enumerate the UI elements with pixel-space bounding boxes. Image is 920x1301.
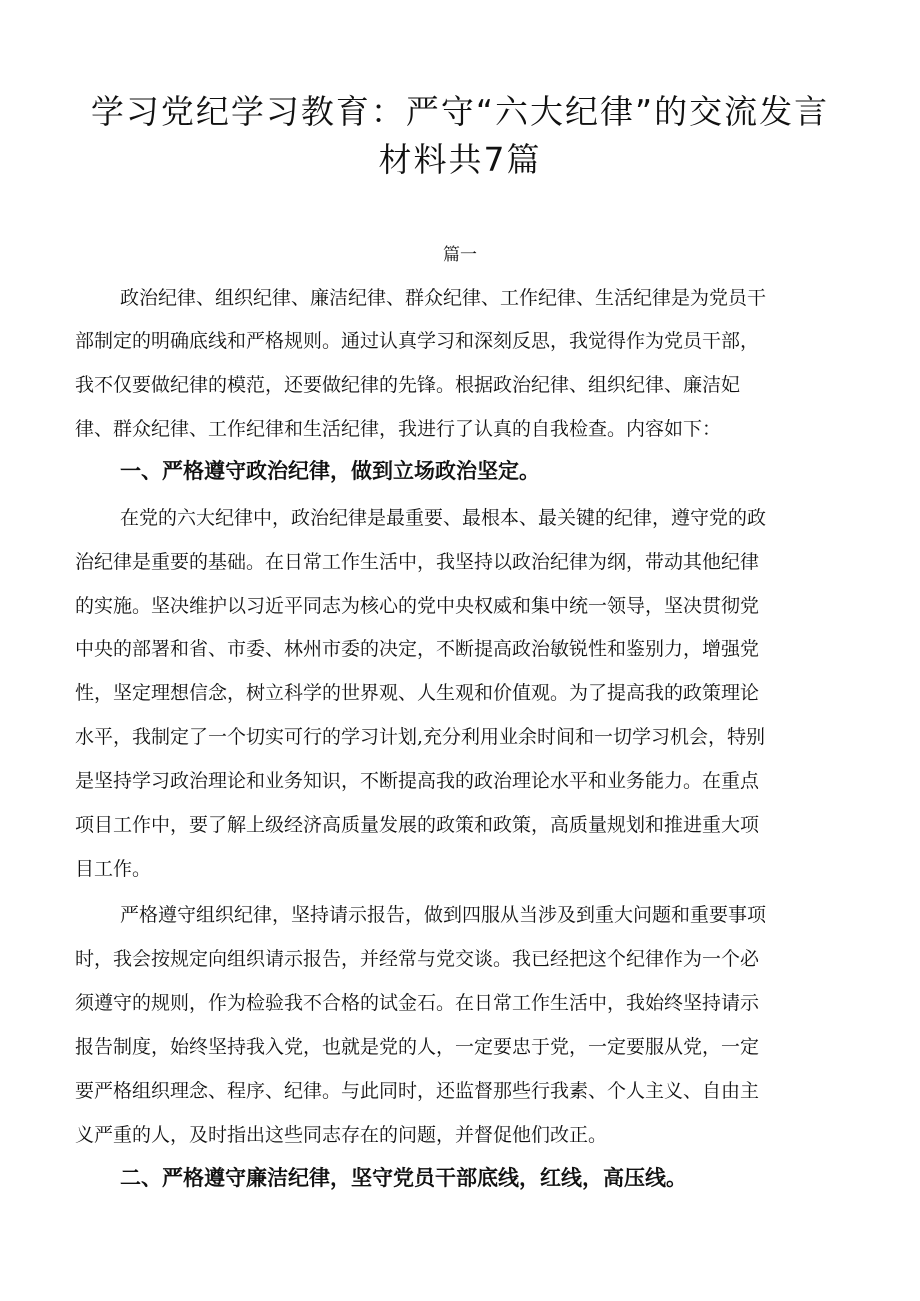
paragraph-line: 的实施。坚决维护以习近平同志为核心的党中央权威和集中统一领导，坚决贯彻党 [75,595,760,617]
section-heading-2: 二、严格遵守廉洁纪律，坚守党员干部底线，红线，高压线。 [120,1166,687,1190]
paragraph-line: 目工作。 [75,858,152,880]
paragraph-line: 时，我会按规定向组织请示报告，并经常与党交谈。我已经把这个纪律作为一个必 [75,948,760,970]
paragraph-line: 中央的部署和省、市委、林州市委的决定，不断提高政治敏锐性和鉴别力，增强党 [75,638,760,660]
paragraph-line: 性，坚定理想信念，树立科学的世界观、人生观和价值观。为了提高我的政策理论 [75,682,760,704]
paragraph-line: 要严格组织理念、程序、纪律。与此同时，还监督那些行我素、个人主义、自由主 [75,1080,760,1102]
intro-line: 律、群众纪律、工作纪律和生活纪律，我进行了认真的自我检查。内容如下： [75,418,722,440]
section-label: 篇一 [443,245,477,265]
paragraph-line: 义严重的人，及时指出这些同志存在的问题，并督促他们改正。 [75,1124,608,1146]
paragraph-line: 项目工作中，要了解上级经济高质量发展的政策和政策，高质量规划和推进重大项 [75,814,760,836]
document-title-line-2: 材料共7篇 [378,140,542,179]
paragraph-line: 须遵守的规则，作为检验我不合格的试金石。在日常工作生活中，我始终坚持请示 [75,992,760,1014]
document-title-line-1: 学习党纪学习教育：严守“六大纪律”的交流发言 [90,92,830,131]
paragraph-line: 严格遵守组织纪律，坚持请示报告，做到四服从当涉及到重大问题和重要事项 [120,904,767,926]
intro-line: 部制定的明确底线和严格规则。通过认真学习和深刻反思，我觉得作为党员干部， [75,330,760,352]
paragraph-line: 是坚持学习政治理论和业务知识，不断提高我的政治理论水平和业务能力。在重点 [75,770,760,792]
section-heading-1: 一、严格遵守政治纪律，做到立场政治坚定。 [120,459,540,483]
paragraph-line: 在党的六大纪律中，政治纪律是最重要、最根本、最关键的纪律，遵守党的政 [120,507,767,529]
paragraph-line: 水平，我制定了一个切实可行的学习计划,充分利用业余时间和一切学习机会，特别 [75,726,766,748]
intro-line: 政治纪律、组织纪律、廉洁纪律、群众纪律、工作纪律、生活纪律是为党员干 [120,287,767,309]
intro-line: 我不仅要做纪律的模范，还要做纪律的先锋。根据政治纪律、组织纪律、廉洁妃 [75,374,741,396]
paragraph-line: 报告制度，始终坚持我入党，也就是党的人，一定要忠于党，一定要服从党，一定 [75,1036,760,1058]
paragraph-line: 治纪律是重要的基础。在日常工作生活中，我坚持以政治纪律为纲，带动其他纪律 [75,551,760,573]
